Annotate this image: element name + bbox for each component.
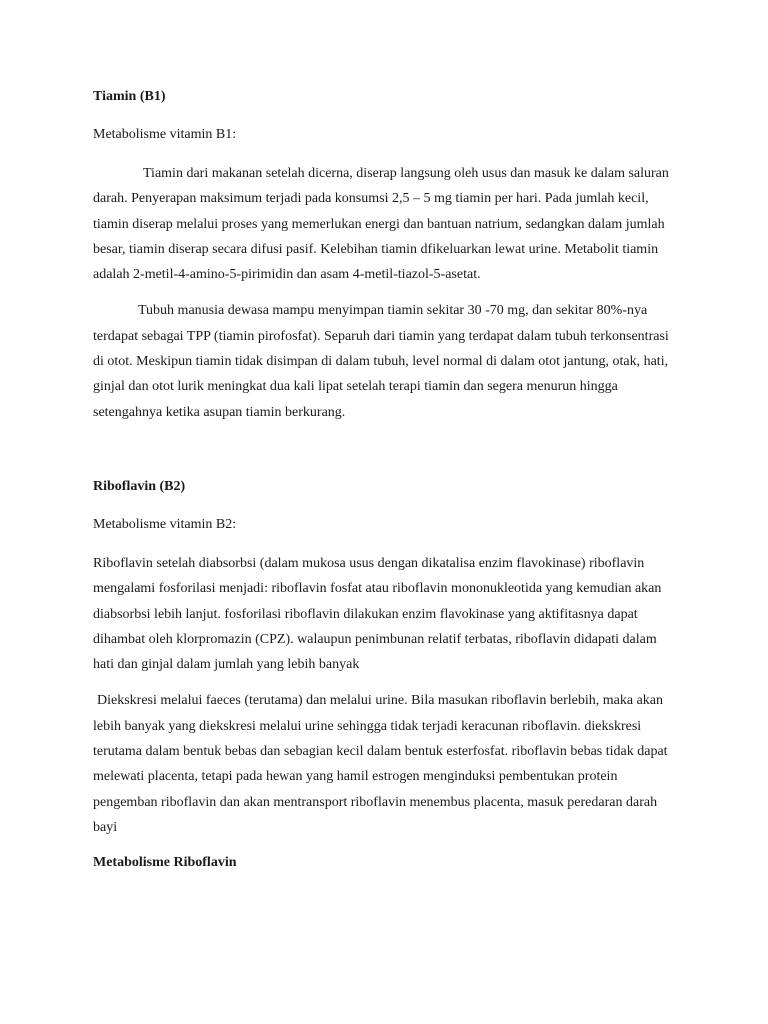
subheading-riboflavin-metabolism: Metabolisme vitamin B2: (93, 516, 237, 532)
heading-riboflavin-metabolism: Metabolisme Riboflavin (93, 855, 237, 871)
paragraph-riboflavin-excretion: Diekskresi melalui faeces (terutama) dan melalui urine. Bila masukan riboflavin berlebih, maka akan lebih banyak yang diekskresi melalui urine sehingga tidak terjadi keracunan riboflavin. diekskresi terutama dalam bentuk bebas dan sebagian kecil dalam bentuk esterfosfat. riboflavin bebas tidak dapat melewati placenta, tetapi pada hewan yang hamil estrogen menginduksi pembentukan protein pengemban riboflavin dan akan mentransport riboflavin menembus placenta, masuk peredaran darah bayi (93, 693, 668, 835)
paragraph-tiamin-storage: Tubuh manusia dewasa mampu menyimpan tiamin sekitar 30 -70 mg, dan sekitar 80%-nya terdapat sebagai TPP (tiamin pirofosfat). Separuh dari tiamin yang terdapat dalam tubuh terkonsentrasi di otot. Meskipun tiamin tidak disimpan di dalam tubuh, level normal di dalam otot jantung, otak, hati, ginjal dan otot lurik meningkat dua kali lipat setelah terapi tiamin dan segera menurun hingga setengahnya ketika asupan tiamin berkurang. (93, 303, 669, 420)
paragraph-tiamin-absorption: Tiamin dari makanan setelah dicerna, diserap langsung oleh usus dan masuk ke dalam saluran darah. Penyerapan maksimum terjadi pada konsumsi 2,5 – 5 mg tiamin per hari. Pada jumlah kecil, tiamin diserap melalui proses yang memerlukan energi dan bantuan natrium, sedangkan dalam jumlah besar, tiamin diserap secara difusi pasif. Kelebihan tiamin dfikeluarkan lewat urine. Metabolit tiamin adalah 2-metil-4-amino-5-pirimidin dan asam 4-metil-tiazol-5-asetat. (93, 166, 669, 283)
heading-riboflavin: Riboflavin (B2) (93, 478, 186, 494)
paragraph-riboflavin-absorption: Riboflavin setelah diabsorbsi (dalam mukosa usus dengan dikatalisa enzim flavokinase) riboflavin mengalami fosforilasi menjadi: riboflavin fosfat atau riboflavin mononukleotida yang kemudian akan diabsorbsi lebih lanjut. fosforilasi riboflavin dilakukan enzim flavokinase yang aktifitasnya dapat dihambat oleh klorpromazin (CPZ). walaupun penimbunan relatif terbatas, riboflavin didapati dalam hati dan ginjal dalam jumlah yang lebih banyak (93, 555, 662, 673)
subheading-tiamin-metabolism: Metabolisme vitamin B1: (93, 127, 237, 142)
heading-tiamin: Tiamin (B1) (93, 89, 166, 104)
document-page (93, 88, 673, 872)
